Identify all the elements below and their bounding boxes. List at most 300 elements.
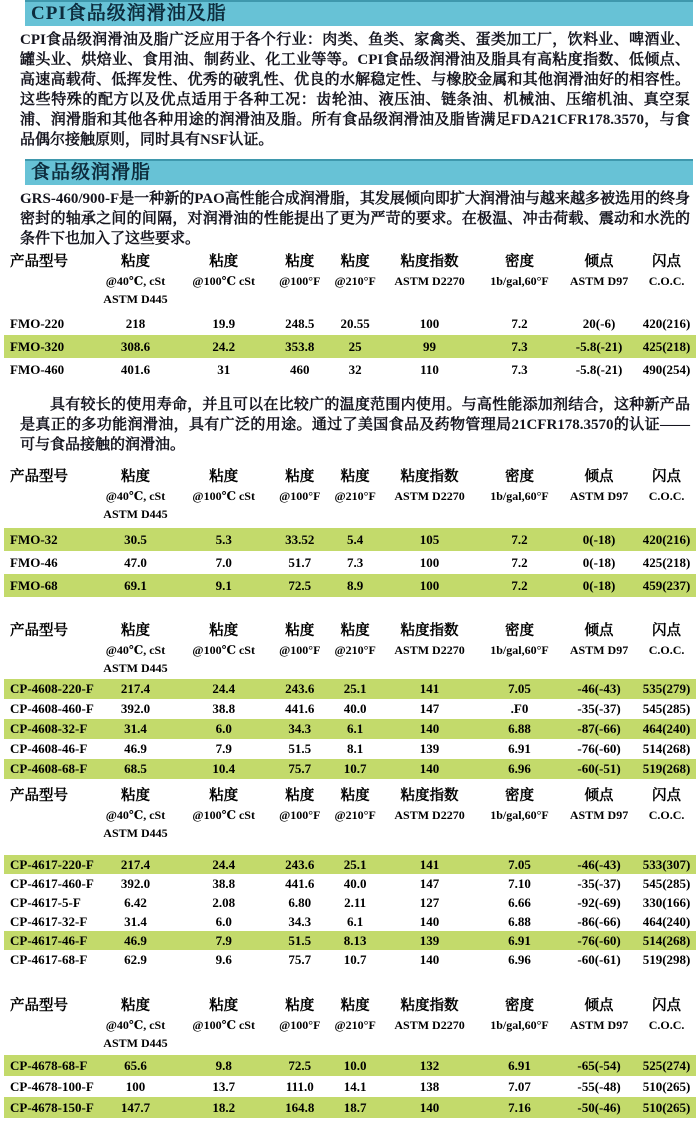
column-header — [637, 621, 696, 679]
spec-row — [4, 551, 696, 574]
spec-row — [4, 931, 696, 950]
column-header-title: 倾点 — [584, 254, 614, 270]
value-cell: 525(274) — [637, 1055, 696, 1076]
value-cell: 38.8 — [212, 876, 236, 891]
column-header — [381, 996, 478, 1055]
value-cell: .F0 — [510, 701, 529, 716]
product-model-cell: CP-4678-150-F — [4, 1097, 94, 1118]
spec-table — [4, 786, 696, 969]
column-header-product-model — [4, 467, 94, 528]
value-cell: 248.5 — [285, 316, 315, 331]
column-header-title: 粘度 — [209, 788, 239, 804]
value-cell: 243.6 — [270, 855, 329, 874]
section-title-grease: 食品级润滑脂 — [31, 162, 152, 183]
fmo-heavy-grades-table — [0, 252, 700, 381]
column-header — [478, 252, 561, 312]
value-cell: 75.7 — [288, 952, 312, 967]
value-cell: 24.4 — [177, 855, 270, 874]
column-header — [329, 786, 381, 855]
spec-table — [4, 467, 696, 597]
value-cell: -60(-51) — [561, 759, 637, 779]
value-cell: -86(-66) — [577, 914, 621, 929]
column-header-title: 闪点 — [652, 623, 682, 639]
value-cell: 14.1 — [343, 1079, 367, 1094]
value-cell: 140 — [419, 952, 440, 967]
value-cell: 51.5 — [270, 931, 329, 950]
column-header-title: 粘度 — [285, 623, 315, 639]
value-cell: 459(237) — [637, 574, 696, 597]
column-header-title: 粘度 — [340, 469, 370, 485]
spec-row — [4, 699, 696, 719]
column-header — [561, 996, 637, 1055]
value-cell: 24.4 — [177, 679, 270, 699]
column-header-sub: ASTM D97 — [569, 643, 629, 657]
column-header-sub: @210°F — [334, 1018, 376, 1032]
column-header-title: 粘度 — [340, 623, 370, 639]
spec-row — [4, 1055, 696, 1076]
value-cell: -87(-66) — [561, 719, 637, 739]
column-header-title: 粘度 — [120, 254, 150, 270]
product-model-cell: FMO-320 — [4, 335, 94, 358]
value-cell: 0(-18) — [582, 555, 616, 570]
column-header-title: 粘度 — [209, 998, 239, 1014]
column-header-sub: @40℃, cSt — [105, 643, 166, 657]
value-cell: 2.08 — [212, 895, 236, 910]
column-header-sub: @100℃ cSt — [192, 489, 255, 503]
value-cell: 10.7 — [343, 952, 367, 967]
cp4678-grades-table — [0, 996, 700, 1118]
spec-row — [4, 719, 696, 739]
value-cell: 68.5 — [94, 759, 177, 779]
column-header-title: 产品型号 — [10, 469, 68, 485]
column-header-sub: ASTM D445 — [103, 661, 168, 675]
value-cell: 140 — [419, 914, 440, 929]
grease-paragraph: GRS-460/900-F是一种新的PAO高性能合成润滑脂，其发展倾向即扩大润滑油与越来越多被选用的终身密封的轴承之间的间隔，对润滑油的性能提出了更为严苛的要求。在极温、冲击荷载、震动和水洗的条件下也加入了这些要求。 — [20, 191, 690, 247]
value-cell: 20(-6) — [582, 316, 616, 331]
value-cell: 100 — [125, 1079, 146, 1094]
column-header-title: 产品型号 — [10, 623, 68, 639]
value-cell: 519(298) — [642, 952, 691, 967]
column-header-title: 倾点 — [584, 469, 614, 485]
column-header-product-model — [4, 786, 94, 855]
value-cell: 18.7 — [329, 1097, 381, 1118]
value-cell: 6.91 — [508, 741, 531, 756]
spec-header-row — [4, 996, 696, 1055]
column-header-title: 粘度 — [120, 998, 150, 1014]
product-model-cell: CP-4678-100-F — [10, 1079, 94, 1094]
value-cell: 25 — [329, 335, 381, 358]
section-title-main: CPI食品级润滑油及脂 — [31, 3, 227, 24]
column-header-sub: ASTM D2270 — [394, 489, 465, 503]
column-header-sub: 1b/gal,60°F — [490, 1018, 549, 1032]
value-cell: -50(-46) — [561, 1097, 637, 1118]
column-header-sub: @40℃, cSt — [105, 1018, 166, 1032]
column-header-sub: ASTM D445 — [103, 1036, 168, 1050]
column-header-title: 粘度 — [120, 623, 150, 639]
value-cell: 490(254) — [642, 362, 691, 377]
column-header-sub: ASTM D445 — [103, 507, 168, 521]
spec-table-body — [4, 1055, 696, 1118]
spec-row — [4, 679, 696, 699]
column-header-title: 粘度 — [340, 788, 370, 804]
column-header-title: 粘度 — [209, 254, 239, 270]
value-cell: 6.91 — [478, 1055, 561, 1076]
section-header-grease — [25, 159, 693, 185]
spec-row — [4, 912, 696, 931]
value-cell: 10.0 — [329, 1055, 381, 1076]
column-header — [94, 786, 177, 855]
value-cell: 7.07 — [508, 1079, 531, 1094]
value-cell: 110 — [420, 362, 439, 377]
spec-row — [4, 1076, 696, 1097]
value-cell: 0(-18) — [561, 574, 637, 597]
column-header-sub: @210°F — [334, 489, 376, 503]
column-header-sub: ASTM D97 — [569, 489, 629, 503]
column-header — [177, 467, 270, 528]
value-cell: 330(166) — [642, 895, 691, 910]
spec-table-head — [4, 996, 696, 1055]
column-header-sub: @100℃ cSt — [192, 808, 255, 822]
value-cell: -55(-48) — [577, 1079, 621, 1094]
column-header-sub: @100°F — [279, 643, 321, 657]
value-cell: 33.52 — [270, 528, 329, 551]
value-cell: 392.0 — [120, 876, 151, 891]
value-cell: 138 — [419, 1079, 440, 1094]
column-header — [270, 996, 329, 1055]
column-header — [94, 252, 177, 312]
spec-row — [4, 874, 696, 893]
column-header — [177, 621, 270, 679]
column-header-title: 粘度指数 — [400, 469, 459, 485]
product-model-cell: FMO-460 — [10, 362, 65, 377]
value-cell: 6.42 — [124, 895, 147, 910]
column-header — [561, 786, 637, 855]
product-model-cell: CP-4617-46-F — [4, 931, 94, 950]
value-cell: -65(-54) — [561, 1055, 637, 1076]
value-cell: 6.1 — [329, 719, 381, 739]
value-cell: 140 — [381, 719, 478, 739]
value-cell: 7.05 — [478, 679, 561, 699]
value-cell: 514(268) — [642, 741, 691, 756]
column-header — [329, 996, 381, 1055]
value-cell: 18.2 — [177, 1097, 270, 1118]
value-cell: 9.1 — [177, 574, 270, 597]
column-header — [381, 467, 478, 528]
value-cell: 464(240) — [642, 914, 691, 929]
column-header-sub: @100℃ cSt — [192, 643, 255, 657]
column-header-title: 闪点 — [652, 469, 682, 485]
column-header-sub: @100°F — [279, 1018, 321, 1032]
column-header — [637, 996, 696, 1055]
value-cell: 20.55 — [340, 316, 370, 331]
column-header-title: 粘度 — [120, 469, 150, 485]
column-header-sub: @40℃, cSt — [105, 274, 166, 288]
note-paragraph: 具有较长的使用寿命，并且可以在比较广的温度范围内使用。与高性能添加剂结合，这种新产品是真正的多功能润滑油，具有广泛的用途。通过了美国食品及药物管理局21CFR178.3570的认证——可与食品接触的润滑油。 — [20, 397, 690, 453]
column-header-sub: 1b/gal,60°F — [490, 808, 549, 822]
column-header-sub: ASTM D97 — [569, 808, 629, 822]
column-header-sub: ASTM D445 — [103, 826, 168, 840]
column-header-sub: @100℃ cSt — [192, 1018, 255, 1032]
column-header-title: 倾点 — [584, 623, 614, 639]
column-header-title: 粘度指数 — [400, 623, 459, 639]
column-header — [94, 621, 177, 679]
spec-table — [4, 996, 696, 1118]
spec-table-head — [4, 621, 696, 679]
value-cell: 545(285) — [642, 701, 691, 716]
column-header-title: 产品型号 — [10, 788, 68, 804]
value-cell: 140 — [381, 759, 478, 779]
column-header — [561, 467, 637, 528]
value-cell: -5.8(-21) — [575, 362, 623, 377]
value-cell: 464(240) — [637, 719, 696, 739]
column-header-sub: ASTM D2270 — [394, 274, 465, 288]
value-cell: 51.5 — [288, 741, 312, 756]
spec-header-row — [4, 786, 696, 855]
value-cell: 535(279) — [637, 679, 696, 699]
value-cell: 7.10 — [508, 876, 531, 891]
value-cell: 139 — [381, 931, 478, 950]
spec-row — [4, 855, 696, 874]
value-cell: 139 — [419, 741, 440, 756]
value-cell: 99 — [381, 335, 478, 358]
value-cell: 533(307) — [637, 855, 696, 874]
value-cell: 100 — [419, 555, 440, 570]
column-header — [381, 786, 478, 855]
value-cell: 7.0 — [215, 555, 232, 570]
product-model-cell: CP-4608-32-F — [4, 719, 94, 739]
value-cell: -35(-37) — [577, 876, 621, 891]
product-model-cell: FMO-68 — [4, 574, 94, 597]
value-cell: 460 — [290, 362, 310, 377]
column-header-title: 粘度指数 — [400, 998, 459, 1014]
spec-table-body — [4, 312, 696, 381]
value-cell: -46(-43) — [561, 855, 637, 874]
spec-row — [4, 739, 696, 759]
column-header — [561, 621, 637, 679]
column-header-sub: C.O.C. — [648, 1018, 685, 1032]
product-model-cell: CP-4617-68-F — [10, 952, 88, 967]
column-header-title: 粘度指数 — [400, 788, 459, 804]
spec-header-row — [4, 621, 696, 679]
value-cell: 62.9 — [124, 952, 147, 967]
column-header-sub: @100°F — [279, 489, 321, 503]
column-header-sub: @40℃, cSt — [105, 489, 166, 503]
spec-table-body — [4, 855, 696, 969]
column-header — [177, 996, 270, 1055]
value-cell: -35(-37) — [577, 701, 621, 716]
column-header-sub: @40℃, cSt — [105, 808, 166, 822]
product-model-cell: FMO-220 — [10, 316, 65, 331]
column-header-title: 粘度 — [209, 623, 239, 639]
value-cell: 10.4 — [177, 759, 270, 779]
value-cell: 13.7 — [212, 1079, 236, 1094]
column-header-sub: ASTM D97 — [569, 1018, 629, 1032]
value-cell: 141 — [381, 679, 478, 699]
value-cell: 6.66 — [508, 895, 531, 910]
value-cell: -92(-69) — [577, 895, 621, 910]
value-cell: 8.1 — [347, 741, 364, 756]
value-cell: 0(-18) — [561, 528, 637, 551]
column-header-product-model — [4, 996, 94, 1055]
value-cell: 65.6 — [94, 1055, 177, 1076]
value-cell: 24.2 — [177, 335, 270, 358]
value-cell: 147 — [419, 701, 440, 716]
column-header-sub: @100°F — [279, 808, 321, 822]
value-cell: 441.6 — [285, 701, 315, 716]
column-header — [94, 996, 177, 1055]
intro-paragraph: CPI食品级润滑油及脂广泛应用于各个行业：肉类、鱼类、家禽类、蛋类加工厂，饮料业、啤酒业、罐头业、烘焙业、食用油、制药业、化工业等等。CPI食品级润滑油及脂具有高粘度指数、低倾点、高速高载荷、低挥发性、优秀的破乳性、优良的水解稳定性、与橡胶金属和其他润滑油好的相容性。这些特殊的配方以及优点适用于各种工况：齿轮油、液压油、链条油、机械油、压缩机油、真空泵浦、润滑脂和其他各种用途的润滑油及脂。所有食品级润滑油及脂皆满足FDA21CFR178.3570，与食品偶尔接触原则，同时具有NSF认证。 — [20, 32, 690, 148]
spec-table-body — [4, 679, 696, 779]
product-model-cell: CP-4617-460-F — [10, 876, 94, 891]
value-cell: 7.05 — [478, 855, 561, 874]
spec-row — [4, 574, 696, 597]
value-cell: 7.2 — [478, 574, 561, 597]
column-header-sub: ASTM D2270 — [394, 808, 465, 822]
column-header-sub: ASTM D2270 — [394, 643, 465, 657]
value-cell: 6.91 — [478, 931, 561, 950]
value-cell: 10.7 — [329, 759, 381, 779]
column-header-sub: 1b/gal,60°F — [490, 643, 549, 657]
column-header-sub: 1b/gal,60°F — [490, 489, 549, 503]
value-cell: 72.5 — [270, 574, 329, 597]
value-cell: 40.0 — [343, 701, 367, 716]
value-cell: 147 — [419, 876, 440, 891]
column-header-title: 粘度指数 — [400, 254, 459, 270]
column-header — [478, 996, 561, 1055]
value-cell: 5.4 — [329, 528, 381, 551]
value-cell: -5.8(-21) — [561, 335, 637, 358]
product-model-cell: CP-4617-32-F — [10, 914, 88, 929]
spec-row — [4, 1097, 696, 1118]
column-header — [637, 467, 696, 528]
spec-row — [4, 950, 696, 969]
column-header — [381, 252, 478, 312]
value-cell: 8.13 — [329, 931, 381, 950]
value-cell: 7.3 — [478, 335, 561, 358]
value-cell: -60(-61) — [577, 952, 621, 967]
value-cell: 47.0 — [124, 555, 147, 570]
value-cell: 6.96 — [478, 759, 561, 779]
value-cell: 514(268) — [637, 931, 696, 950]
cp4617-grades-table — [0, 786, 700, 969]
value-cell: 425(218) — [637, 335, 696, 358]
column-header — [177, 252, 270, 312]
product-model-cell: CP-4678-68-F — [4, 1055, 94, 1076]
column-header-sub: C.O.C. — [648, 489, 685, 503]
product-model-cell: CP-4617-5-F — [10, 895, 81, 910]
value-cell: 127 — [419, 895, 440, 910]
column-header-sub: C.O.C. — [648, 643, 685, 657]
value-cell: 141 — [381, 855, 478, 874]
spec-table-head — [4, 467, 696, 528]
column-header-title: 密度 — [504, 788, 534, 804]
spec-row — [4, 312, 696, 335]
value-cell: 7.2 — [511, 316, 528, 331]
value-cell: 510(265) — [642, 1079, 691, 1094]
value-cell: 34.3 — [270, 719, 329, 739]
value-cell: 105 — [381, 528, 478, 551]
spec-header-row — [4, 252, 696, 312]
value-cell: 8.9 — [329, 574, 381, 597]
column-header — [561, 252, 637, 312]
value-cell: 420(216) — [642, 316, 691, 331]
column-header-sub: C.O.C. — [648, 274, 685, 288]
value-cell: 34.3 — [288, 914, 312, 929]
spec-table-head — [4, 252, 696, 312]
value-cell: 6.88 — [478, 719, 561, 739]
product-model-cell: CP-4608-460-F — [10, 701, 94, 716]
value-cell: -46(-43) — [561, 679, 637, 699]
column-header-sub: @210°F — [334, 808, 376, 822]
value-cell: 30.5 — [94, 528, 177, 551]
column-header-title: 倾点 — [584, 788, 614, 804]
spec-table-head — [4, 786, 696, 855]
value-cell: 38.8 — [212, 701, 236, 716]
value-cell: 9.6 — [215, 952, 232, 967]
spec-row — [4, 759, 696, 779]
column-header — [329, 467, 381, 528]
product-model-cell: CP-4608-220-F — [4, 679, 94, 699]
column-header-title: 闪点 — [652, 254, 682, 270]
column-header — [329, 621, 381, 679]
spec-row — [4, 893, 696, 912]
value-cell: -76(-60) — [561, 931, 637, 950]
value-cell: 51.7 — [288, 555, 312, 570]
value-cell: 217.4 — [94, 679, 177, 699]
value-cell: 243.6 — [270, 679, 329, 699]
column-header-title: 粘度 — [120, 788, 150, 804]
value-cell: 46.9 — [124, 741, 147, 756]
spec-table-body — [4, 528, 696, 597]
value-cell: 5.3 — [177, 528, 270, 551]
column-header-title: 密度 — [504, 469, 534, 485]
value-cell: 6.88 — [508, 914, 531, 929]
product-model-cell: CP-4608-46-F — [10, 741, 88, 756]
value-cell: 132 — [381, 1055, 478, 1076]
value-cell: 7.2 — [511, 555, 528, 570]
column-header — [637, 786, 696, 855]
value-cell: 308.6 — [94, 335, 177, 358]
value-cell: 545(285) — [642, 876, 691, 891]
value-cell: 25.1 — [329, 679, 381, 699]
value-cell: 140 — [381, 1097, 478, 1118]
value-cell: 111.0 — [285, 1079, 314, 1094]
value-cell: 164.8 — [270, 1097, 329, 1118]
column-header-title: 粘度 — [285, 469, 315, 485]
value-cell: 7.9 — [177, 931, 270, 950]
column-header-sub: ASTM D445 — [103, 292, 168, 306]
value-cell: 6.0 — [177, 719, 270, 739]
column-header-title: 产品型号 — [10, 998, 68, 1014]
column-header-title: 粘度 — [340, 998, 370, 1014]
value-cell: -76(-60) — [577, 741, 621, 756]
value-cell: 19.9 — [212, 316, 236, 331]
value-cell: 510(265) — [637, 1097, 696, 1118]
column-header-sub: @210°F — [334, 643, 376, 657]
value-cell: 32 — [348, 362, 362, 377]
value-cell: 100 — [381, 574, 478, 597]
column-header — [177, 786, 270, 855]
value-cell: 72.5 — [270, 1055, 329, 1076]
spec-row — [4, 528, 696, 551]
value-cell: 75.7 — [270, 759, 329, 779]
value-cell: 31 — [217, 362, 231, 377]
value-cell: 217.4 — [94, 855, 177, 874]
value-cell: 420(216) — [637, 528, 696, 551]
column-header-sub: ASTM D97 — [569, 274, 629, 288]
product-model-cell: CP-4617-220-F — [4, 855, 94, 874]
product-model-cell: CP-4608-68-F — [4, 759, 94, 779]
